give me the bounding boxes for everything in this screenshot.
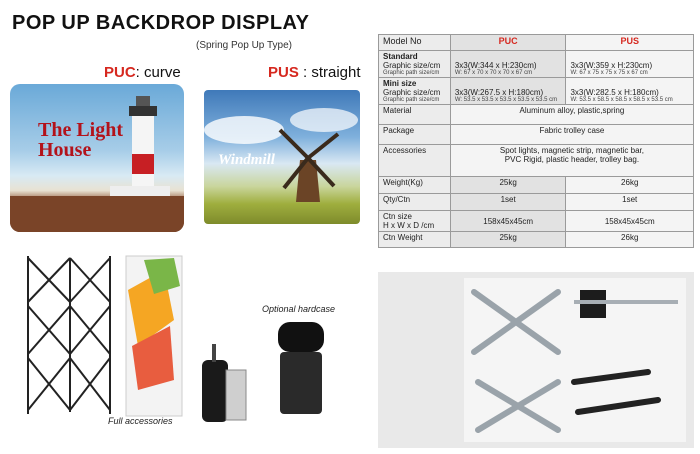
puc-desc: : curve <box>135 64 181 81</box>
spec-package-label: Package <box>379 125 451 145</box>
puc-backdrop-image <box>10 84 184 232</box>
spec-ctn-size-pus: 158x45x45cm <box>566 211 694 232</box>
spec-qty-pus: 1set <box>566 194 694 211</box>
spec-ctn-size-puc: 158x45x45cm <box>450 211 566 232</box>
pus-label <box>268 64 361 81</box>
pus-desc: : straight <box>298 64 361 81</box>
spec-qty-label: Qty/Ctn <box>379 194 451 211</box>
spec-mini-label: Mini size Graphic size/cm Graphic path size/cm <box>379 78 451 105</box>
pus-graphic-title: Windmill <box>218 152 275 168</box>
page-subtitle: (Spring Pop Up Type) <box>196 40 292 51</box>
spec-head-puc: PUC <box>450 35 566 51</box>
spec-package-value: Fabric trolley case <box>450 125 693 145</box>
spec-ctn-weight-pus: 26kg <box>566 232 694 248</box>
lighthouse-illustration <box>10 84 184 232</box>
accessories-caption: Full accessories <box>108 416 173 426</box>
spec-weight-puc: 25kg <box>450 177 566 194</box>
frame-detail-photos <box>378 272 694 448</box>
spec-head-label: Model No <box>379 35 451 51</box>
spec-head-pus: PUS <box>566 35 694 51</box>
spec-standard-pus: 3x3(W:359 x H:230cm) W: 67 x 75 x 75 x 75 x 67 cm <box>566 51 694 78</box>
spec-ctn-weight-puc: 25kg <box>450 232 566 248</box>
pus-code: PUS <box>268 64 299 81</box>
spec-standard-label: Standard Graphic size/cm Graphic path size/cm <box>379 51 451 78</box>
spec-accessories-label: Accessories <box>379 145 451 177</box>
spec-qty-puc: 1set <box>450 194 566 211</box>
spec-material-label: Material <box>379 105 451 125</box>
frame-joint-detail-illustration <box>378 272 694 448</box>
hardcase-caption: Optional hardcase <box>262 304 336 314</box>
spec-ctn-size-label: Ctn size H x W x D /cm <box>379 211 451 232</box>
hardcase-illustration <box>272 314 330 418</box>
spec-material-value: Aluminum alloy, plastic,spring <box>450 105 693 125</box>
pus-backdrop-image <box>204 90 360 224</box>
spec-weight-pus: 26kg <box>566 177 694 194</box>
puc-label <box>104 64 181 81</box>
spec-ctn-weight-label: Ctn Weight <box>379 232 451 248</box>
frame-illustration <box>14 250 184 426</box>
spec-mini-puc: 3x3(W:267.5 x H:180cm) W: 53.5 x 53.5 x 53.5 x 53.5 x 53.5 cm <box>450 78 566 105</box>
trolley-case-illustration <box>196 340 252 430</box>
spec-accessories-value: Spot lights, magnetic strip, magnetic bar, PVC Rigid, plastic header, trolley bag. <box>450 145 693 177</box>
spec-standard-puc: 3x3(W:344 x H:230cm) W: 67 x 70 x 70 x 70 x 67 cm <box>450 51 566 78</box>
puc-graphic-title: The Light House <box>38 119 124 161</box>
spec-mini-pus: 3x3(W:282.5 x H:180cm) W: 53.5 x 58.5 x 58.5 x 58.5 x 53.5 cm <box>566 78 694 105</box>
spec-weight-label: Weight(Kg) <box>379 177 451 194</box>
spec-table <box>378 34 694 248</box>
page-title: POP UP BACKDROP DISPLAY <box>12 12 310 34</box>
puc-code: PUC <box>104 64 136 81</box>
